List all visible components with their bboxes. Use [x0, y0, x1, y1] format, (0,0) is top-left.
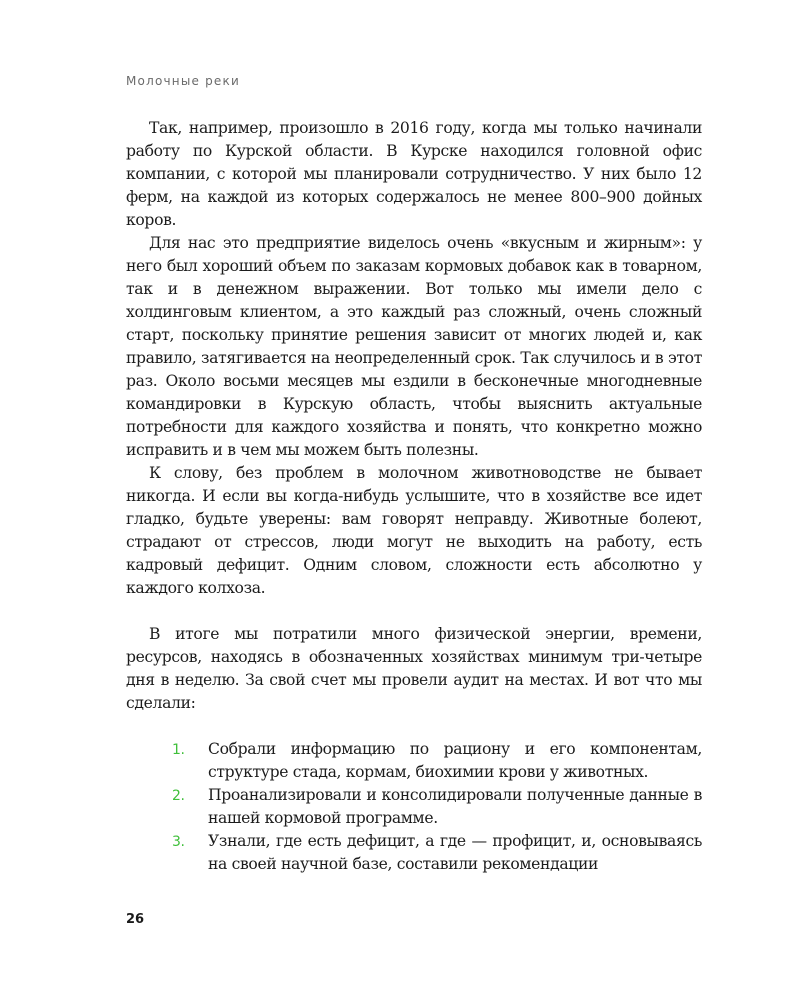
paragraph-4: В итоге мы потратили много физической энергии, времени, ресурсов, находясь в обозначенных хозяйствах минимум три-четыре дня в неделю. За свой счет мы провели аудит на местах. И вот что мы сделали:: [126, 625, 702, 712]
running-head: Молочные реки: [126, 74, 240, 88]
list-item: [126, 830, 702, 876]
list-item-number: 2.: [172, 788, 185, 804]
paragraph-1: Так, например, произошло в 2016 году, когда мы только начинали работу по Курской области. В Курске находился головной офис компании, с которой мы планировали сотрудничество. У них было 12 ферм, на каждой из которых содержалось не менее 800–900 дойных коров.: [126, 119, 702, 229]
list-item: [126, 784, 702, 830]
body-text: [126, 117, 702, 876]
list-item: [126, 738, 702, 784]
list-item-text: Собрали информацию по рациону и его компонентам, структуре стада, кормам, биохимии крови у животных.: [208, 740, 702, 781]
list-item-number: 1.: [172, 742, 185, 758]
page-number: 26: [126, 912, 145, 927]
list-item-number: 3.: [172, 834, 185, 850]
paragraph-3: К слову, без проблем в молочном животноводстве не бывает никогда. И если вы когда-нибудь услышите, что в хозяйстве все идет гладко, будьте уверены: вам говорят неправду. Животные болеют, страдают от стрессов, люди могут не выходить на работу, есть кадровый дефицит. Одним словом, сложности есть абсолютно у каждого колхоза.: [126, 464, 702, 597]
action-list: [126, 738, 702, 876]
list-item-text: Узнали, где есть дефицит, а где — профицит, и, основываясь на своей научной базе, составили рекомендации: [208, 832, 702, 873]
paragraph-2: Для нас это предприятие виделось очень «вкусным и жирным»: у него был хороший объем по заказам кормовых добавок как в товарном, так и в денежном выражении. Вот только мы имели дело с холдинговым клиентом, а это каждый раз сложный, очень сложный старт, поскольку принятие решения зависит от многих людей и, как правило, затягивается на неопределенный срок. Так случилось и в этот раз. Около восьми месяцев мы ездили в бесконечные многодневные командировки в Курскую область, чтобы выяснить актуальные потребности для каждого хозяйства и понять, что конкретно можно исправить и в чем мы можем быть полезны.: [126, 234, 702, 459]
list-item-text: Проанализировали и консолидировали полученные данные в нашей кормовой программе.: [208, 786, 702, 827]
